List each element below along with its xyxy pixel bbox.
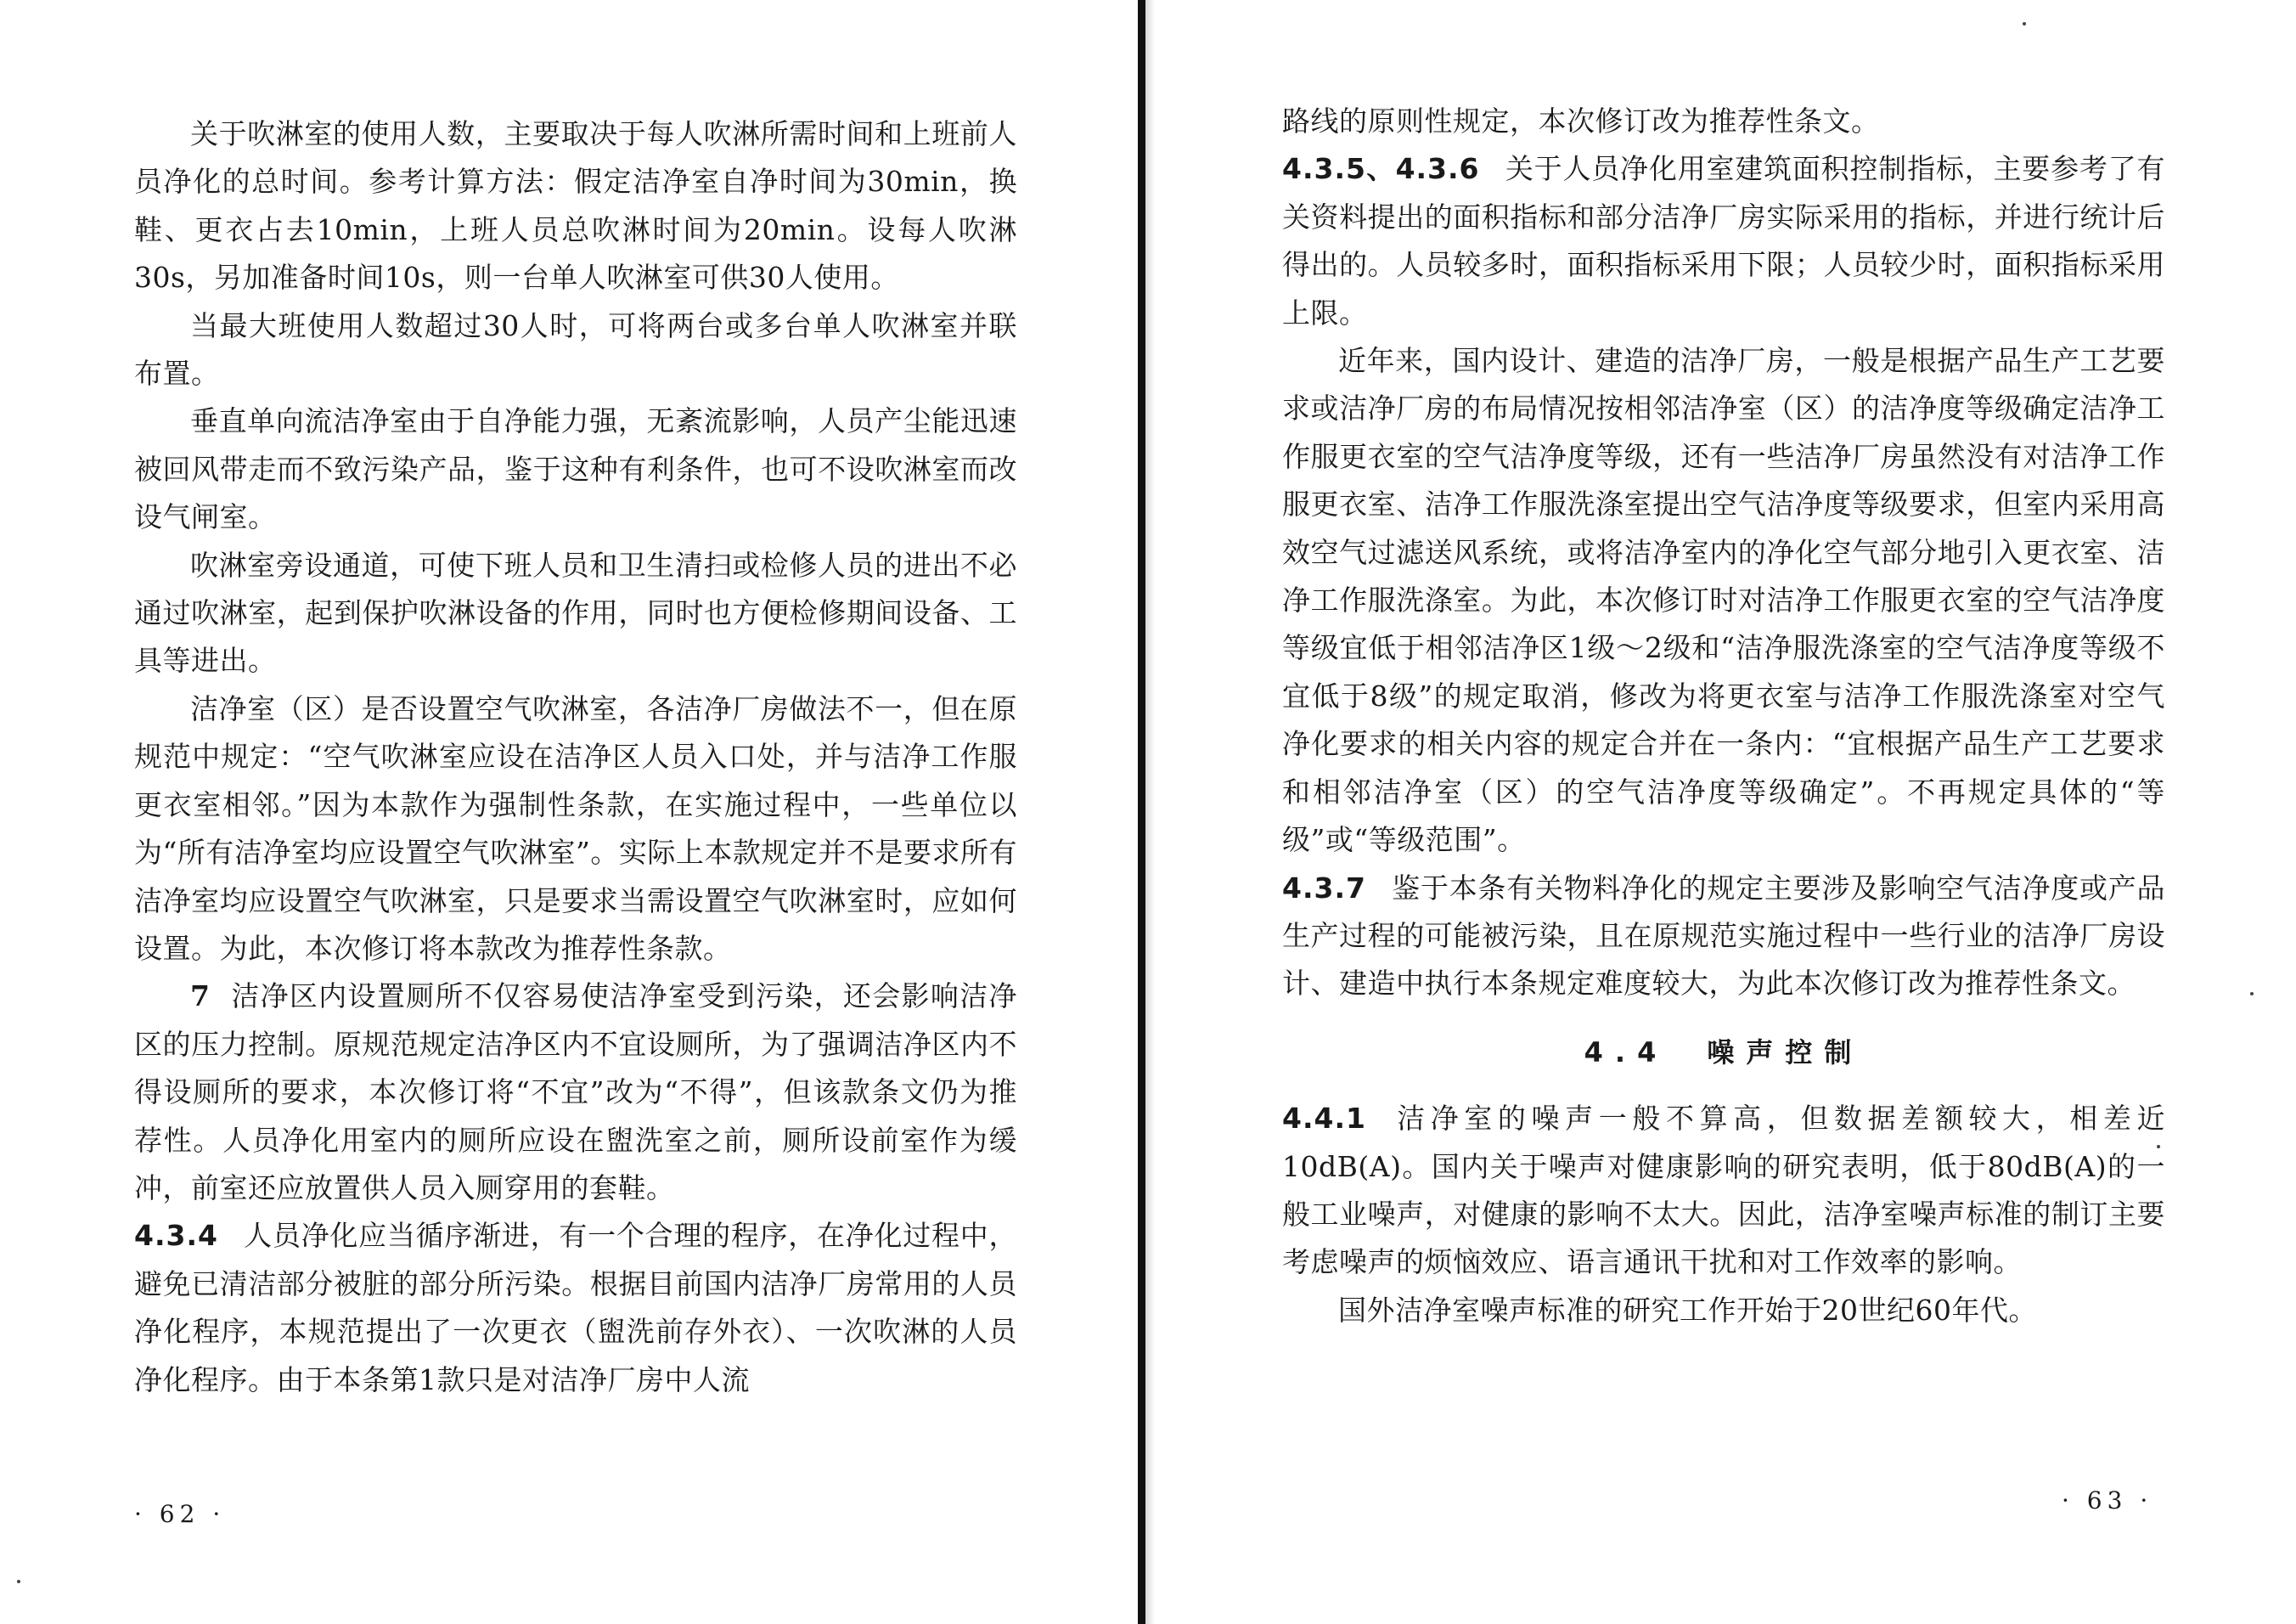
item-number: 7 — [190, 979, 211, 1013]
right-page-text — [1282, 98, 2165, 1334]
book-gutter — [1138, 0, 1145, 1624]
item-text: 洁净区内设置厕所不仅容易使洁净室受到污染，还会影响洁净区的压力控制。原规范规定洁净区内不宜设厕所，为了强调洁净区内不得设厕所的要求，本次修订将“不宜”改为“不得”，但该款条文仍为推荐性。人员净化用室内的厕所应设在盥洗室之前，厕所设前室作为缓冲，前室还应放置供人员入厕穿用的套鞋。 — [134, 979, 1017, 1204]
item-7-paragraph — [134, 973, 1017, 1212]
clause-number: 4.3.5、4.3.6 — [1282, 152, 1480, 186]
page-number-right: · 63 · — [2062, 1486, 2153, 1514]
left-page — [0, 0, 1145, 1624]
continuation-paragraph: 路线的原则性规定，本次修订改为推荐性条文。 — [1282, 104, 1880, 138]
clause-text: 关于人员净化用室建筑面积控制指标，主要参考了有关资料提出的面积指标和部分洁净厂房实际采用的指标，并进行统计后得出的。人员较多时，面积指标采用下限；人员较少时，面积指标采用上限。 — [1282, 152, 2166, 330]
scan-speck — [17, 1580, 20, 1583]
paragraph: 吹淋室旁设通道，可使下班人员和卫生清扫或检修人员的进出不必通过吹淋室，起到保护吹淋设备的作用，同时也方便检修期间设备、工具等进出。 — [134, 548, 1017, 678]
scan-speck — [2023, 22, 2026, 25]
paragraph: 关于吹淋室的使用人数，主要取决于每人吹淋所需时间和上班前人员净化的总时间。参考计算方法：假定洁净室自净时间为30min，换鞋、更衣占去10min，上班人员总吹淋时间为20min。设每人吹淋30s，另加准备时间10s，则一台单人吹淋室可供30人使用。 — [134, 117, 1017, 295]
clause-4-3-7 — [1282, 865, 2165, 1008]
clause-number: 4.4.1 — [1282, 1102, 1366, 1136]
clause-4-3-5 — [1282, 145, 2165, 337]
section-heading: 4.4 噪声控制 — [1584, 1035, 1864, 1069]
right-page — [1155, 0, 2296, 1624]
clause-number: 4.3.7 — [1282, 871, 1366, 905]
clause-text: 人员净化应当循序渐进，有一个合理的程序，在净化过程中，避免已清洁部分被脏的部分所污染。根据目前国内洁净厂房常用的人员净化程序，本规范提出了一次更衣（盥洗前存外衣）、一次吹淋的人员净化程序。由于本条第1款只是对洁净厂房中人流 — [134, 1219, 1017, 1396]
scan-speck — [2157, 1145, 2160, 1148]
paragraph: 当最大班使用人数超过30人时，可将两台或多台单人吹淋室并联布置。 — [134, 308, 1017, 391]
paragraph: 国外洁净室噪声标准的研究工作开始于20世纪60年代。 — [1338, 1293, 2037, 1327]
scan-speck — [2250, 992, 2254, 995]
paragraph: 近年来，国内设计、建造的洁净厂房，一般是根据产品生产工艺要求或洁净厂房的布局情况按相邻洁净室（区）的洁净度等级确定洁净工作服更衣室的空气洁净度等级，还有一些洁净厂房虽然没有对洁净工作服更衣室、洁净工作服洗涤室提出空气洁净度等级要求，但室内采用高效空气过滤送风系统，或将洁净室内的净化空气部分地引入更衣室、洁净工作服洗涤室。为此，本次修订时对洁净工作服更衣室的空气洁净度等级宜低于相邻洁净区1级～2级和“洁净服洗涤室的空气洁净度等级不宜低于8级”的规定取消，修改为将更衣室与洁净工作服洗涤室对空气净化要求的相关内容的规定合并在一条内：“宜根据产品生产工艺要求和相邻洁净室（区）的空气洁净度等级确定”。不再规定具体的“等级”或“等级范围”。 — [1282, 344, 2165, 857]
gutter-shadow — [1145, 0, 1155, 1624]
paragraph: 垂直单向流洁净室由于自净能力强，无紊流影响，人员产尘能迅速被回风带走而不致污染产品，鉴于这种有利条件，也可不设吹淋室而改设气闸室。 — [134, 404, 1017, 534]
clause-text: 鉴于本条有关物料净化的规定主要涉及影响空气洁净度或产品生产过程的可能被污染，且在原规范实施过程中一些行业的洁净厂房设计、建造中执行本条规定难度较大，为此本次修订改为推荐性条文。 — [1282, 871, 2165, 1001]
page-number-left: · 62 · — [134, 1500, 226, 1528]
paragraph: 洁净室（区）是否设置空气吹淋室，各洁净厂房做法不一，但在原规范中规定：“空气吹淋室应设在洁净区人员入口处，并与洁净工作服更衣室相邻。”因为本款作为强制性条款，在实施过程中，一些单位以为“所有洁净室均应设置空气吹淋室”。实际上本款规定并不是要求所有洁净室均应设置空气吹淋室，只是要求当需设置空气吹淋室时，应如何设置。为此，本次修订将本款改为推荐性条款。 — [134, 691, 1017, 965]
clause-number: 4.3.4 — [134, 1219, 218, 1253]
clause-4-4-1 — [1282, 1095, 2165, 1287]
left-page-text — [134, 110, 1017, 1404]
clause-4-3-4 — [134, 1212, 1017, 1404]
clause-text: 洁净室的噪声一般不算高，但数据差额较大，相差近10dB(A)。国内关于噪声对健康影响的研究表明，低于80dB(A)的一般工业噪声，对健康的影响不太大。因此，洁净室噪声标准的制订主要考虑噪声的烦恼效应、语言通讯干扰和对工作效率的影响。 — [1282, 1102, 2165, 1279]
